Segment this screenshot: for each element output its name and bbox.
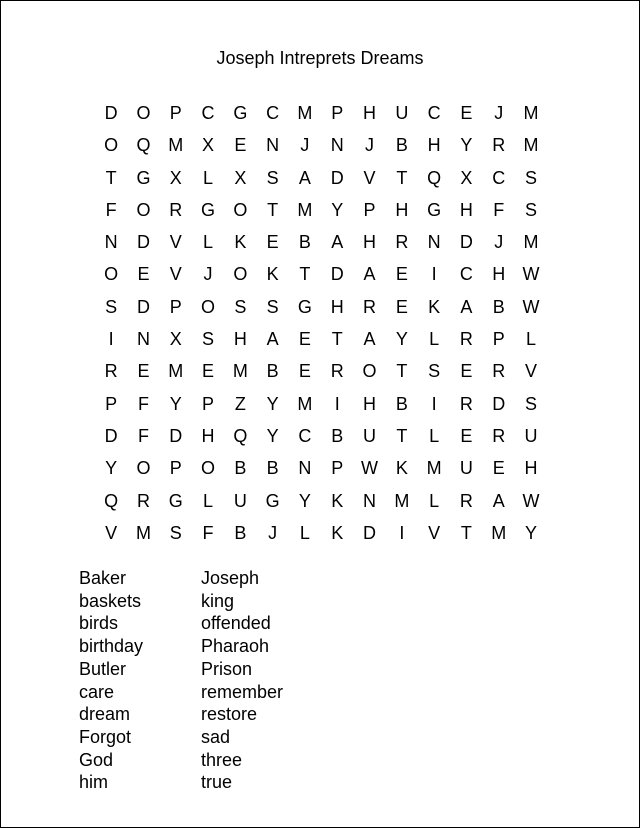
grid-letter: H bbox=[363, 393, 377, 414]
grid-letter: G bbox=[297, 296, 312, 317]
grid-letter: R bbox=[459, 393, 473, 414]
grid-letter: H bbox=[233, 329, 247, 350]
grid-letter: M bbox=[232, 361, 248, 382]
grid-letter: J bbox=[203, 264, 213, 285]
letter-grid bbox=[95, 97, 547, 549]
grid-letter: H bbox=[330, 296, 344, 317]
grid-letter: P bbox=[169, 296, 182, 317]
grid-letter: A bbox=[363, 264, 376, 285]
grid-letter: I bbox=[399, 522, 405, 543]
grid-letter: Y bbox=[525, 522, 538, 543]
word-list-item: king bbox=[201, 590, 235, 611]
word-list-left bbox=[79, 567, 143, 794]
grid-letter: H bbox=[363, 103, 377, 123]
grid-letter: B bbox=[266, 361, 279, 382]
grid-letter: S bbox=[525, 393, 538, 414]
grid-letter: T bbox=[299, 264, 311, 285]
grid-letter: C bbox=[298, 425, 312, 446]
grid-letter: R bbox=[492, 135, 506, 156]
grid-letter: X bbox=[169, 167, 182, 188]
grid-letter: O bbox=[104, 135, 119, 156]
word-list-item: Pharaoh bbox=[201, 636, 270, 657]
word-list-item: birds bbox=[79, 613, 119, 634]
grid-letter: N bbox=[266, 135, 280, 156]
word-list-item: true bbox=[201, 772, 233, 793]
grid-letter: G bbox=[168, 490, 183, 511]
grid-letter: P bbox=[169, 103, 182, 123]
grid-letter: U bbox=[395, 103, 409, 123]
grid-letter: M bbox=[297, 103, 313, 123]
grid-letter: K bbox=[266, 264, 279, 285]
grid-letter: A bbox=[266, 329, 279, 350]
grid-letter: T bbox=[396, 167, 408, 188]
grid-letter: S bbox=[234, 296, 247, 317]
grid-letter: D bbox=[330, 264, 344, 285]
grid-letter: M bbox=[491, 522, 507, 543]
grid-letter: V bbox=[428, 522, 441, 543]
grid-letter: E bbox=[298, 329, 311, 350]
grid-letter: O bbox=[104, 264, 119, 285]
grid-letter: P bbox=[105, 393, 118, 414]
grid-letter: V bbox=[525, 361, 538, 382]
grid-letter: Z bbox=[234, 393, 246, 414]
grid-letter: N bbox=[330, 135, 344, 156]
grid-letter: I bbox=[334, 393, 340, 414]
grid-letter: N bbox=[104, 232, 118, 253]
grid-letter: D bbox=[136, 232, 150, 253]
word-list-right bbox=[201, 567, 283, 794]
grid-letter: E bbox=[395, 296, 408, 317]
grid-letter: O bbox=[136, 199, 151, 220]
word-list-item: God bbox=[79, 749, 114, 770]
grid-letter: B bbox=[492, 296, 505, 317]
grid-letter: C bbox=[492, 167, 506, 188]
grid-letter: E bbox=[137, 264, 150, 285]
grid-letter: Y bbox=[266, 393, 279, 414]
grid-letter: S bbox=[266, 167, 279, 188]
grid-letter: K bbox=[331, 522, 344, 543]
page-title: Joseph Intreprets Dreams bbox=[216, 48, 424, 68]
grid-letter: A bbox=[460, 296, 473, 317]
grid-letter: V bbox=[169, 264, 182, 285]
grid-letter: D bbox=[363, 522, 377, 543]
grid-letter: M bbox=[168, 361, 184, 382]
grid-letter: E bbox=[460, 103, 473, 123]
grid-letter: E bbox=[298, 361, 311, 382]
grid-letter: J bbox=[494, 232, 504, 253]
grid-letter: W bbox=[522, 296, 540, 317]
grid-letter: H bbox=[427, 135, 441, 156]
grid-letter: A bbox=[331, 232, 344, 253]
grid-letter: L bbox=[429, 329, 440, 350]
grid-letter: N bbox=[298, 458, 312, 479]
grid-letter: G bbox=[427, 199, 442, 220]
grid-letter: R bbox=[459, 329, 473, 350]
word-list-item: remember bbox=[201, 681, 284, 702]
grid-letter: Q bbox=[427, 167, 442, 188]
grid-letter: R bbox=[459, 490, 473, 511]
word-list-item: baskets bbox=[79, 590, 142, 611]
grid-letter: R bbox=[104, 361, 118, 382]
grid-letter: Y bbox=[460, 135, 473, 156]
grid-letter: O bbox=[233, 264, 248, 285]
grid-letter: S bbox=[202, 329, 215, 350]
grid-letter: R bbox=[492, 425, 506, 446]
grid-letter: T bbox=[331, 329, 343, 350]
grid-letter: I bbox=[431, 393, 437, 414]
grid-letter: T bbox=[460, 522, 472, 543]
grid-letter: Y bbox=[395, 329, 408, 350]
grid-letter: U bbox=[524, 425, 538, 446]
grid-letter: S bbox=[525, 167, 538, 188]
grid-letter: M bbox=[523, 103, 539, 123]
grid-letter: G bbox=[136, 167, 151, 188]
grid-letter: J bbox=[300, 135, 310, 156]
grid-letter: N bbox=[427, 232, 441, 253]
grid-letter: O bbox=[362, 361, 377, 382]
grid-letter: P bbox=[363, 199, 376, 220]
grid-letter: E bbox=[234, 135, 247, 156]
grid-letter: D bbox=[104, 103, 118, 123]
grid-letter: A bbox=[363, 329, 376, 350]
grid-letter: K bbox=[331, 490, 344, 511]
grid-letter: Y bbox=[266, 425, 279, 446]
grid-letter: K bbox=[395, 458, 408, 479]
grid-letter: C bbox=[459, 264, 473, 285]
grid-letter: D bbox=[169, 425, 183, 446]
grid-letter: T bbox=[396, 425, 408, 446]
word-list-item: Baker bbox=[79, 568, 127, 588]
grid-letter: X bbox=[169, 329, 182, 350]
grid-letter: B bbox=[234, 458, 247, 479]
grid-letter: F bbox=[137, 425, 149, 446]
grid-letter: X bbox=[234, 167, 247, 188]
grid-letter: S bbox=[169, 522, 182, 543]
grid-letter: R bbox=[395, 232, 409, 253]
word-list-item: Forgot bbox=[79, 726, 132, 747]
grid-letter: M bbox=[394, 490, 410, 511]
grid-letter: C bbox=[266, 103, 280, 123]
grid-letter: X bbox=[202, 135, 215, 156]
grid-letter: L bbox=[203, 490, 214, 511]
grid-letter: H bbox=[492, 264, 506, 285]
grid-letter: D bbox=[330, 167, 344, 188]
grid-letter: B bbox=[395, 135, 408, 156]
grid-letter: F bbox=[202, 522, 214, 543]
grid-letter: B bbox=[298, 232, 311, 253]
grid-letter: M bbox=[523, 232, 539, 253]
grid-letter: O bbox=[136, 458, 151, 479]
grid-letter: L bbox=[203, 167, 214, 188]
grid-letter: U bbox=[363, 425, 377, 446]
grid-letter: M bbox=[135, 522, 151, 543]
grid-letter: G bbox=[233, 103, 248, 123]
grid-letter: R bbox=[363, 296, 377, 317]
grid-letter: K bbox=[428, 296, 441, 317]
word-list-item: offended bbox=[201, 613, 271, 634]
grid-letter: U bbox=[459, 458, 473, 479]
grid-letter: F bbox=[105, 199, 117, 220]
grid-letter: D bbox=[459, 232, 473, 253]
grid-letter: E bbox=[460, 361, 473, 382]
grid-letter: F bbox=[137, 393, 149, 414]
grid-letter: L bbox=[526, 329, 537, 350]
word-list-item: birthday bbox=[79, 636, 144, 657]
grid-letter: M bbox=[426, 458, 442, 479]
grid-letter: P bbox=[169, 458, 182, 479]
grid-letter: T bbox=[396, 361, 408, 382]
word-list-item: sad bbox=[201, 726, 231, 747]
grid-letter: G bbox=[265, 490, 280, 511]
word-list-item: Joseph bbox=[201, 568, 260, 588]
word-list-item: him bbox=[79, 772, 109, 793]
grid-letter: R bbox=[330, 361, 344, 382]
grid-letter: W bbox=[522, 264, 540, 285]
grid-letter: E bbox=[460, 425, 473, 446]
grid-letter: H bbox=[201, 425, 215, 446]
grid-letter: R bbox=[169, 199, 183, 220]
grid-letter: P bbox=[202, 393, 215, 414]
grid-letter: M bbox=[523, 135, 539, 156]
grid-letter: O bbox=[136, 103, 151, 123]
grid-letter: D bbox=[104, 425, 118, 446]
grid-letter: R bbox=[492, 361, 506, 382]
grid-letter: E bbox=[266, 232, 279, 253]
grid-letter: E bbox=[137, 361, 150, 382]
grid-letter: P bbox=[492, 329, 505, 350]
grid-letter: D bbox=[136, 296, 150, 317]
grid-letter: L bbox=[429, 490, 440, 511]
grid-letter: H bbox=[524, 458, 538, 479]
grid-letter: Q bbox=[136, 135, 151, 156]
grid-letter: W bbox=[522, 490, 540, 511]
grid-letter: F bbox=[493, 199, 505, 220]
grid-letter: J bbox=[268, 522, 278, 543]
grid-letter: M bbox=[168, 135, 184, 156]
grid-letter: D bbox=[492, 393, 506, 414]
grid-letter: N bbox=[363, 490, 377, 511]
grid-letter: M bbox=[297, 199, 313, 220]
grid-letter: J bbox=[494, 103, 504, 123]
grid-letter: T bbox=[267, 199, 279, 220]
word-list-item: dream bbox=[79, 704, 131, 725]
grid-letter: V bbox=[169, 232, 182, 253]
grid-letter: L bbox=[203, 232, 214, 253]
grid-letter: L bbox=[299, 522, 310, 543]
grid-letter: T bbox=[105, 167, 117, 188]
grid-letter: V bbox=[363, 167, 376, 188]
grid-letter: J bbox=[365, 135, 375, 156]
grid-letter: E bbox=[492, 458, 505, 479]
grid-letter: S bbox=[105, 296, 118, 317]
grid-letter: G bbox=[201, 199, 216, 220]
grid-letter: Q bbox=[233, 425, 248, 446]
grid-letter: S bbox=[525, 199, 538, 220]
grid-letter: W bbox=[361, 458, 379, 479]
word-list-item: Prison bbox=[201, 658, 253, 679]
grid-letter: B bbox=[266, 458, 279, 479]
grid-letter: H bbox=[459, 199, 473, 220]
grid-letter: I bbox=[108, 329, 114, 350]
grid-letter: Y bbox=[105, 458, 118, 479]
grid-letter: B bbox=[395, 393, 408, 414]
grid-letter: N bbox=[136, 329, 150, 350]
grid-letter: C bbox=[427, 103, 441, 123]
grid-letter: Y bbox=[169, 393, 182, 414]
word-list-item: three bbox=[201, 749, 243, 770]
grid-letter: M bbox=[297, 393, 313, 414]
grid-letter: A bbox=[298, 167, 311, 188]
grid-letter: I bbox=[431, 264, 437, 285]
grid-letter: P bbox=[331, 103, 344, 123]
grid-letter: E bbox=[395, 264, 408, 285]
word-list-item: care bbox=[79, 681, 115, 702]
grid-letter: O bbox=[201, 458, 216, 479]
grid-letter: E bbox=[202, 361, 215, 382]
grid-letter: R bbox=[136, 490, 150, 511]
grid-letter: C bbox=[201, 103, 215, 123]
grid-letter: O bbox=[233, 199, 248, 220]
grid-letter: Y bbox=[331, 199, 344, 220]
word-list-item: Butler bbox=[79, 658, 127, 679]
grid-letter: L bbox=[429, 425, 440, 446]
grid-letter: B bbox=[331, 425, 344, 446]
grid-letter: S bbox=[428, 361, 441, 382]
grid-letter: X bbox=[460, 167, 473, 188]
grid-letter: O bbox=[201, 296, 216, 317]
word-list-item: restore bbox=[201, 704, 258, 725]
grid-letter: H bbox=[395, 199, 409, 220]
grid-letter: S bbox=[266, 296, 279, 317]
grid-letter: A bbox=[492, 490, 505, 511]
grid-letter: U bbox=[233, 490, 247, 511]
grid-letter: H bbox=[363, 232, 377, 253]
grid-letter: K bbox=[234, 232, 247, 253]
grid-letter: B bbox=[234, 522, 247, 543]
grid-letter: V bbox=[105, 522, 118, 543]
grid-letter: Q bbox=[104, 490, 119, 511]
grid-letter: Y bbox=[298, 490, 311, 511]
grid-letter: P bbox=[331, 458, 344, 479]
